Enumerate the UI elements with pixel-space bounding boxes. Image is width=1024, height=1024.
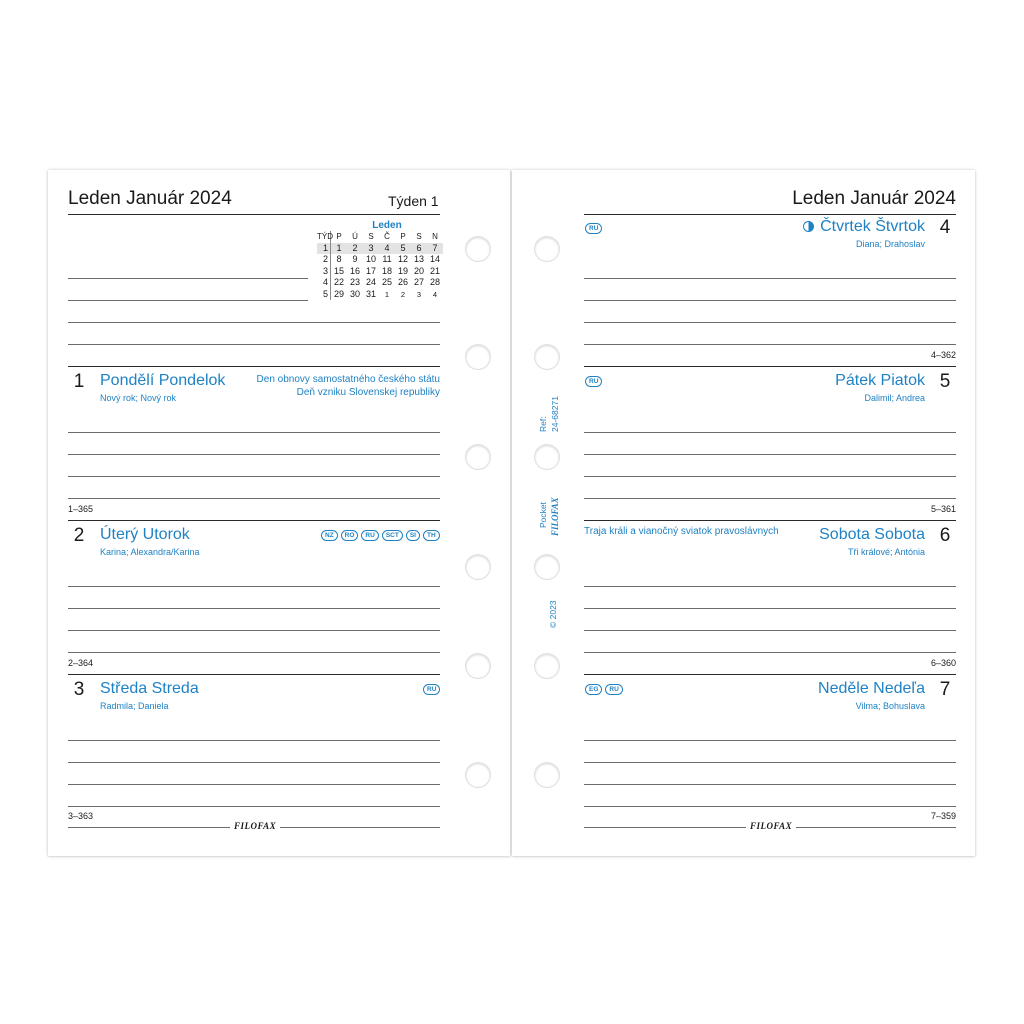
notes-line [68,322,440,323]
cal-day: 10 [365,254,376,264]
day-number: 1 [73,371,85,392]
notes-line [68,278,308,279]
title-rule [584,214,956,215]
day-number: 3 [73,679,85,700]
cal-day: 7 [427,243,443,255]
day-number: 2 [73,525,85,546]
cal-header: S [368,232,374,241]
notes-line [584,300,956,301]
cal-day: 17 [365,265,376,276]
notes-line [584,740,956,741]
day-name: Sobota Sobota [819,526,925,543]
country-badge: RU [605,684,622,695]
day-counter: 2–364 [68,658,94,668]
notes-line [584,454,956,455]
day-name: Úterý Utorok [100,526,190,543]
day-divider [68,366,440,367]
notes-line [584,498,956,499]
cal-day: 4 [379,243,395,255]
cal-day: 16 [349,265,360,276]
country-badge: TH [423,530,440,541]
cal-day: 5 [395,243,411,255]
notes-line [68,344,440,345]
ring-hole [465,444,491,470]
cal-week-number: 2 [317,254,331,266]
cal-day: 9 [352,254,358,264]
country-badge: RU [585,223,602,234]
country-badge: RU [585,376,602,387]
day-divider [68,674,440,675]
name-day: Radmila; Daniela [100,701,169,711]
country-badges [423,684,440,695]
page-title: Leden Január 2024 [68,188,232,209]
notes-line [584,322,956,323]
cal-day: 24 [365,277,376,287]
notes-line [68,454,440,455]
notes-line [584,784,956,785]
day-counter: 7–359 [930,811,956,821]
cal-day: 11 [382,254,392,264]
ring-hole [465,762,491,788]
ring-hole [465,554,491,580]
day-name: Pátek Piatok [835,372,925,389]
notes-line [68,608,440,609]
day-name-row [803,218,925,236]
day-counter: 1–365 [68,504,94,514]
cal-header: Č [384,232,390,241]
name-day: Nový rok; Nový rok [100,393,177,403]
notes-line [68,300,308,301]
notes-line [584,586,956,587]
day-counter: 5–361 [930,504,956,514]
size-label: Pocket [538,502,548,528]
notes-line [68,784,440,785]
filofax-logo: FILOFAX [746,821,796,831]
ring-hole [534,444,560,470]
ref-code: 24-68271 [550,396,560,432]
cal-day: 31 [365,288,376,299]
cal-header: P [400,232,406,241]
ring-hole [465,653,491,679]
cal-day-next-month: 3 [416,289,422,299]
cal-day: 30 [349,288,360,299]
day-counter: 4–362 [930,350,956,360]
day-number: 7 [939,679,951,700]
cal-day-next-month: 1 [384,289,390,299]
cal-day: 19 [397,265,408,276]
notes-line [584,344,956,345]
cal-day: 15 [333,265,344,276]
cal-header: N [432,232,438,241]
notes-line [584,806,956,807]
country-badges [585,223,602,234]
name-day: Vilma; Bohuslava [855,701,925,711]
cal-day-next-month: 2 [400,289,406,299]
title-rule [68,214,440,215]
notes-line [68,476,440,477]
first-quarter-moon-icon [803,221,814,232]
ref-label: Ref: [538,416,548,432]
country-badge: RU [423,684,440,695]
notes-line [68,432,440,433]
cal-header: Ú [352,232,358,241]
ring-hole [534,344,560,370]
ring-hole [534,554,560,580]
notes-line [584,476,956,477]
cal-day: 8 [336,254,342,264]
right-page [512,170,975,856]
cal-day: 6 [411,243,427,255]
day-name: Čtvrtek Štvrtok [820,218,925,235]
notes-line [584,432,956,433]
cal-day: 21 [429,265,440,276]
day-name: Neděle Nedeľa [818,680,925,697]
ring-hole [465,236,491,262]
country-badge: RO [341,530,359,541]
day-counter: 3–363 [68,811,94,821]
notes-line [68,630,440,631]
cal-day: 12 [397,254,408,264]
cal-week-number: 3 [317,266,331,278]
cal-day: 3 [363,243,379,255]
left-page [48,170,510,856]
country-badge: SCT [382,530,403,541]
day-number: 6 [939,525,951,546]
cal-header: P [336,232,342,241]
mini-calendar-month: Leden [372,220,402,231]
cal-week-number: 1 [317,243,331,255]
cal-day: 26 [397,277,408,287]
ring-hole [534,653,560,679]
notes-line [68,586,440,587]
ring-hole [534,236,560,262]
spine-brand: FILOFAX [550,497,560,536]
day-name: Středa Streda [100,680,199,697]
mini-calendar-grid [317,231,443,300]
day-divider [584,674,956,675]
cal-day: 13 [413,254,424,264]
holiday-sk: Deň vzniku Slovenskej republiky [296,387,440,398]
copyright: © 2023 [548,600,558,628]
notes-line [68,740,440,741]
cal-day-next-month: 4 [432,289,438,299]
notes-line [584,608,956,609]
day-counter: 6–360 [930,658,956,668]
holiday-cz: Den obnovy samostatného českého státu [256,374,440,385]
cal-week-number: 4 [317,277,331,289]
cal-day: 14 [429,254,440,264]
cal-day: 18 [381,265,392,276]
country-badge: NZ [321,530,338,541]
day-name: Pondělí Pondelok [100,372,226,389]
country-badges [321,530,440,541]
day-number: 4 [939,217,951,238]
cal-header: S [416,232,422,241]
cal-day: 28 [429,277,440,287]
cal-day: 23 [349,277,360,287]
country-badge: RU [361,530,378,541]
notes-line [584,652,956,653]
day-number: 5 [939,371,951,392]
country-badges [585,684,623,695]
cal-day: 27 [413,277,424,287]
country-badges [585,376,602,387]
notes-line [584,278,956,279]
notes-line [584,630,956,631]
cal-week-number: 5 [317,289,331,301]
holiday [257,373,440,399]
holiday: Traja králi a vianočný sviatok pravoslávnych [584,526,779,537]
country-badge: SI [406,530,420,541]
day-divider [68,520,440,521]
name-day: Dalimil; Andrea [864,393,925,403]
ring-hole [534,762,560,788]
cal-day: 25 [381,277,392,287]
cal-day: 2 [347,243,363,255]
notes-line [68,498,440,499]
cal-day: 29 [333,288,344,299]
day-divider [584,520,956,521]
filofax-logo: FILOFAX [230,821,280,831]
name-day: Karina; Alexandra/Karina [100,547,200,557]
notes-line [68,762,440,763]
notes-line [68,806,440,807]
mini-calendar [317,220,443,300]
page-title: Leden Január 2024 [792,188,956,209]
cal-day: 22 [333,277,344,287]
country-badge: EG [585,684,602,695]
notes-line [584,762,956,763]
notes-line [68,652,440,653]
name-day: Tři králové; Antónia [847,547,925,557]
cal-day: 20 [413,265,424,276]
day-divider [584,366,956,367]
cal-header: TÝD [317,232,333,241]
ring-hole [465,344,491,370]
week-label: Týden 1 [388,193,439,209]
name-day: Diana; Drahoslav [855,239,925,249]
cal-day: 1 [331,243,347,255]
